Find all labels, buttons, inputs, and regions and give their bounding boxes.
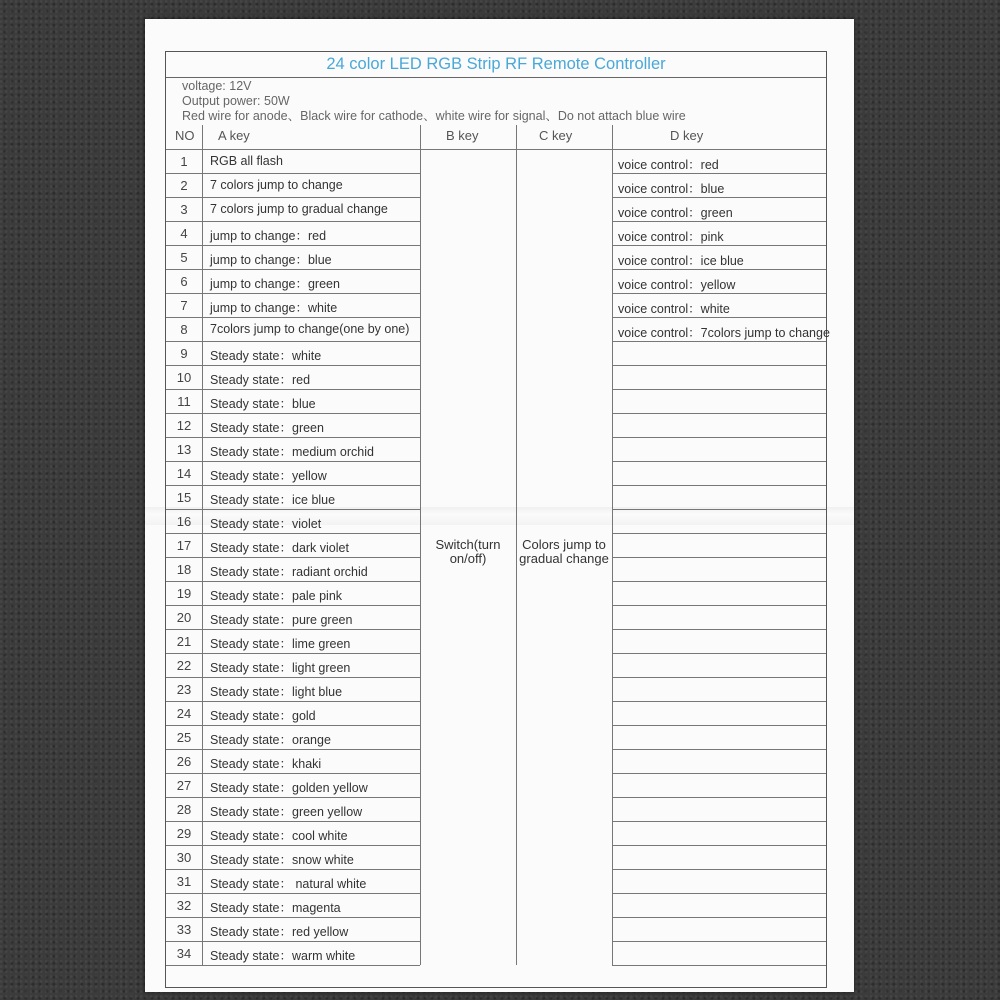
row-number: 32 bbox=[176, 898, 192, 913]
d-row-divider bbox=[612, 245, 826, 246]
d-row-divider bbox=[612, 869, 826, 870]
row-divider bbox=[166, 773, 420, 774]
controller-table-frame bbox=[165, 51, 830, 988]
row-number: 34 bbox=[176, 946, 192, 961]
d-row-divider bbox=[612, 317, 826, 318]
a-key-function: Steady state：blue bbox=[210, 397, 316, 411]
a-key-function: Steady state： natural white bbox=[210, 877, 367, 891]
row-number: 4 bbox=[180, 226, 188, 241]
d-row-divider bbox=[612, 485, 826, 486]
row-number: 1 bbox=[180, 154, 188, 169]
row-number: 12 bbox=[176, 418, 192, 433]
a-key-function: 7 colors jump to gradual change bbox=[210, 202, 388, 216]
row-number: 25 bbox=[176, 730, 192, 745]
row-number: 28 bbox=[176, 802, 192, 817]
row-divider bbox=[166, 389, 420, 390]
row-divider bbox=[166, 317, 420, 318]
row-number: 27 bbox=[176, 778, 192, 793]
row-divider bbox=[166, 581, 420, 582]
d-row-divider bbox=[612, 341, 826, 342]
row-number: 18 bbox=[176, 562, 192, 577]
d-row-divider bbox=[612, 677, 826, 678]
row-number: 24 bbox=[176, 706, 192, 721]
d-row-divider bbox=[612, 581, 826, 582]
row-divider bbox=[166, 293, 420, 294]
d-row-divider bbox=[612, 701, 826, 702]
d-row-divider bbox=[612, 749, 826, 750]
d-row-divider bbox=[612, 461, 826, 462]
row-number: 21 bbox=[176, 634, 192, 649]
a-key-function: RGB all flash bbox=[210, 154, 283, 168]
header-d-key: D key bbox=[670, 128, 704, 143]
voltage-text: voltage: 12V bbox=[182, 79, 252, 93]
d-row-divider bbox=[612, 821, 826, 822]
row-divider bbox=[166, 245, 420, 246]
row-divider bbox=[166, 965, 420, 966]
header-b-key: B key bbox=[446, 128, 479, 143]
a-key-function: Steady state：green yellow bbox=[210, 805, 363, 819]
d-key-function: voice control：white bbox=[618, 302, 730, 316]
row-divider bbox=[166, 701, 420, 702]
row-divider bbox=[166, 557, 420, 558]
row-number: 30 bbox=[176, 850, 192, 865]
row-number: 2 bbox=[180, 178, 188, 193]
a-key-function: Steady state：magenta bbox=[210, 901, 341, 915]
a-key-function: jump to change：white bbox=[210, 301, 338, 315]
row-divider bbox=[166, 269, 420, 270]
d-row-divider bbox=[612, 197, 826, 198]
row-number: 33 bbox=[176, 922, 192, 937]
row-number: 8 bbox=[180, 322, 188, 337]
d-row-divider bbox=[612, 413, 826, 414]
column-divider bbox=[202, 125, 203, 965]
a-key-function: Steady state：radiant orchid bbox=[210, 565, 368, 579]
row-number: 3 bbox=[180, 202, 188, 217]
column-divider bbox=[612, 125, 613, 965]
a-key-function: Steady state：green bbox=[210, 421, 324, 435]
row-divider bbox=[166, 869, 420, 870]
row-number: 7 bbox=[180, 298, 188, 313]
a-key-function: Steady state：medium orchid bbox=[210, 445, 374, 459]
a-key-function: Steady state：yellow bbox=[210, 469, 327, 483]
b-key-switch-cell: Switch(turn on/off) bbox=[435, 537, 501, 566]
row-divider bbox=[166, 893, 420, 894]
a-key-function: Steady state：pure green bbox=[210, 613, 353, 627]
row-number: 19 bbox=[176, 586, 192, 601]
d-key-function: voice control：ice blue bbox=[618, 254, 744, 268]
a-key-function: Steady state：light green bbox=[210, 661, 351, 675]
row-number: 26 bbox=[176, 754, 192, 769]
row-divider bbox=[166, 197, 420, 198]
d-row-divider bbox=[612, 557, 826, 558]
row-divider bbox=[166, 221, 420, 222]
row-number: 11 bbox=[177, 394, 191, 409]
row-divider bbox=[166, 413, 420, 414]
d-row-divider bbox=[612, 653, 826, 654]
d-key-function: voice control：red bbox=[618, 158, 719, 172]
d-row-divider bbox=[612, 629, 826, 630]
row-number: 13 bbox=[176, 442, 192, 457]
a-key-function: Steady state：warm white bbox=[210, 949, 356, 963]
d-row-divider bbox=[612, 965, 826, 966]
a-key-function: jump to change：green bbox=[210, 277, 340, 291]
d-key-function: voice control：green bbox=[618, 206, 733, 220]
d-row-divider bbox=[612, 773, 826, 774]
d-row-divider bbox=[612, 893, 826, 894]
row-number: 16 bbox=[176, 514, 192, 529]
row-divider bbox=[166, 461, 420, 462]
row-divider bbox=[166, 341, 420, 342]
d-row-divider bbox=[612, 533, 826, 534]
header-divider bbox=[166, 149, 826, 150]
d-row-divider bbox=[612, 509, 826, 510]
header-a-key: A key bbox=[218, 128, 250, 143]
d-row-divider bbox=[612, 173, 826, 174]
a-key-function: jump to change：red bbox=[210, 229, 327, 243]
a-key-function: Steady state：ice blue bbox=[210, 493, 336, 507]
row-divider bbox=[166, 485, 420, 486]
row-number: 10 bbox=[176, 370, 192, 385]
column-divider bbox=[516, 125, 517, 965]
row-number: 22 bbox=[176, 658, 192, 673]
d-key-function: voice control：7colors jump to change bbox=[618, 326, 830, 340]
a-key-function: 7 colors jump to change bbox=[210, 178, 343, 192]
c-key-gradual-cell: Colors jump to gradual change bbox=[519, 537, 609, 566]
d-row-divider bbox=[612, 845, 826, 846]
a-key-function: Steady state：white bbox=[210, 349, 322, 363]
d-key-function: voice control：yellow bbox=[618, 278, 736, 292]
row-divider bbox=[166, 509, 420, 510]
row-divider bbox=[166, 365, 420, 366]
d-key-function: voice control：blue bbox=[618, 182, 725, 196]
a-key-function: Steady state：orange bbox=[210, 733, 331, 747]
row-divider bbox=[166, 173, 420, 174]
d-row-divider bbox=[612, 437, 826, 438]
wiring-text: Red wire for anode、Black wire for cathode、white wire for signal、Do not attach blue wire bbox=[182, 109, 686, 123]
a-key-function: Steady state：lime green bbox=[210, 637, 351, 651]
output-power-text: Output power: 50W bbox=[182, 94, 290, 108]
row-divider bbox=[166, 533, 420, 534]
row-number: 14 bbox=[176, 466, 192, 481]
a-key-function: Steady state：pale pink bbox=[210, 589, 343, 603]
row-number: 20 bbox=[176, 610, 192, 625]
a-key-function: Steady state：golden yellow bbox=[210, 781, 368, 795]
a-key-function: Steady state：red yellow bbox=[210, 925, 349, 939]
row-divider bbox=[166, 797, 420, 798]
a-key-function: 7colors jump to change(one by one) bbox=[210, 322, 410, 336]
column-divider bbox=[420, 125, 421, 965]
row-divider bbox=[166, 749, 420, 750]
row-divider bbox=[166, 629, 420, 630]
d-row-divider bbox=[612, 941, 826, 942]
a-key-function: Steady state：dark violet bbox=[210, 541, 349, 555]
a-key-function: Steady state：red bbox=[210, 373, 311, 387]
a-key-function: Steady state：khaki bbox=[210, 757, 322, 771]
d-row-divider bbox=[612, 605, 826, 606]
d-row-divider bbox=[612, 725, 826, 726]
a-key-function: Steady state：cool white bbox=[210, 829, 348, 843]
row-divider bbox=[166, 821, 420, 822]
d-row-divider bbox=[612, 269, 826, 270]
instruction-sheet bbox=[145, 19, 854, 992]
a-key-function: Steady state：snow white bbox=[210, 853, 354, 867]
row-number: 17 bbox=[176, 538, 192, 553]
row-number: 5 bbox=[180, 250, 188, 265]
header-c-key: C key bbox=[539, 128, 573, 143]
row-number: 23 bbox=[176, 682, 192, 697]
row-divider bbox=[166, 605, 420, 606]
row-number: 9 bbox=[180, 346, 188, 361]
row-number: 31 bbox=[176, 874, 192, 889]
d-row-divider bbox=[612, 797, 826, 798]
row-divider bbox=[166, 725, 420, 726]
a-key-function: jump to change：blue bbox=[210, 253, 332, 267]
d-row-divider bbox=[612, 917, 826, 918]
row-number: 6 bbox=[180, 274, 188, 289]
document-title: 24 color LED RGB Strip RF Remote Controller bbox=[166, 52, 826, 78]
d-row-divider bbox=[612, 365, 826, 366]
key-function-table bbox=[166, 125, 830, 987]
row-divider bbox=[166, 653, 420, 654]
row-divider bbox=[166, 437, 420, 438]
a-key-function: Steady state：violet bbox=[210, 517, 322, 531]
d-row-divider bbox=[612, 293, 826, 294]
row-divider bbox=[166, 941, 420, 942]
d-key-function: voice control：pink bbox=[618, 230, 724, 244]
d-row-divider bbox=[612, 389, 826, 390]
row-divider bbox=[166, 917, 420, 918]
row-number: 15 bbox=[176, 490, 192, 505]
a-key-function: Steady state：light blue bbox=[210, 685, 343, 699]
row-divider bbox=[166, 677, 420, 678]
a-key-function: Steady state：gold bbox=[210, 709, 316, 723]
header-no: NO bbox=[175, 128, 195, 143]
row-divider bbox=[166, 845, 420, 846]
row-number: 29 bbox=[176, 826, 192, 841]
d-row-divider bbox=[612, 221, 826, 222]
